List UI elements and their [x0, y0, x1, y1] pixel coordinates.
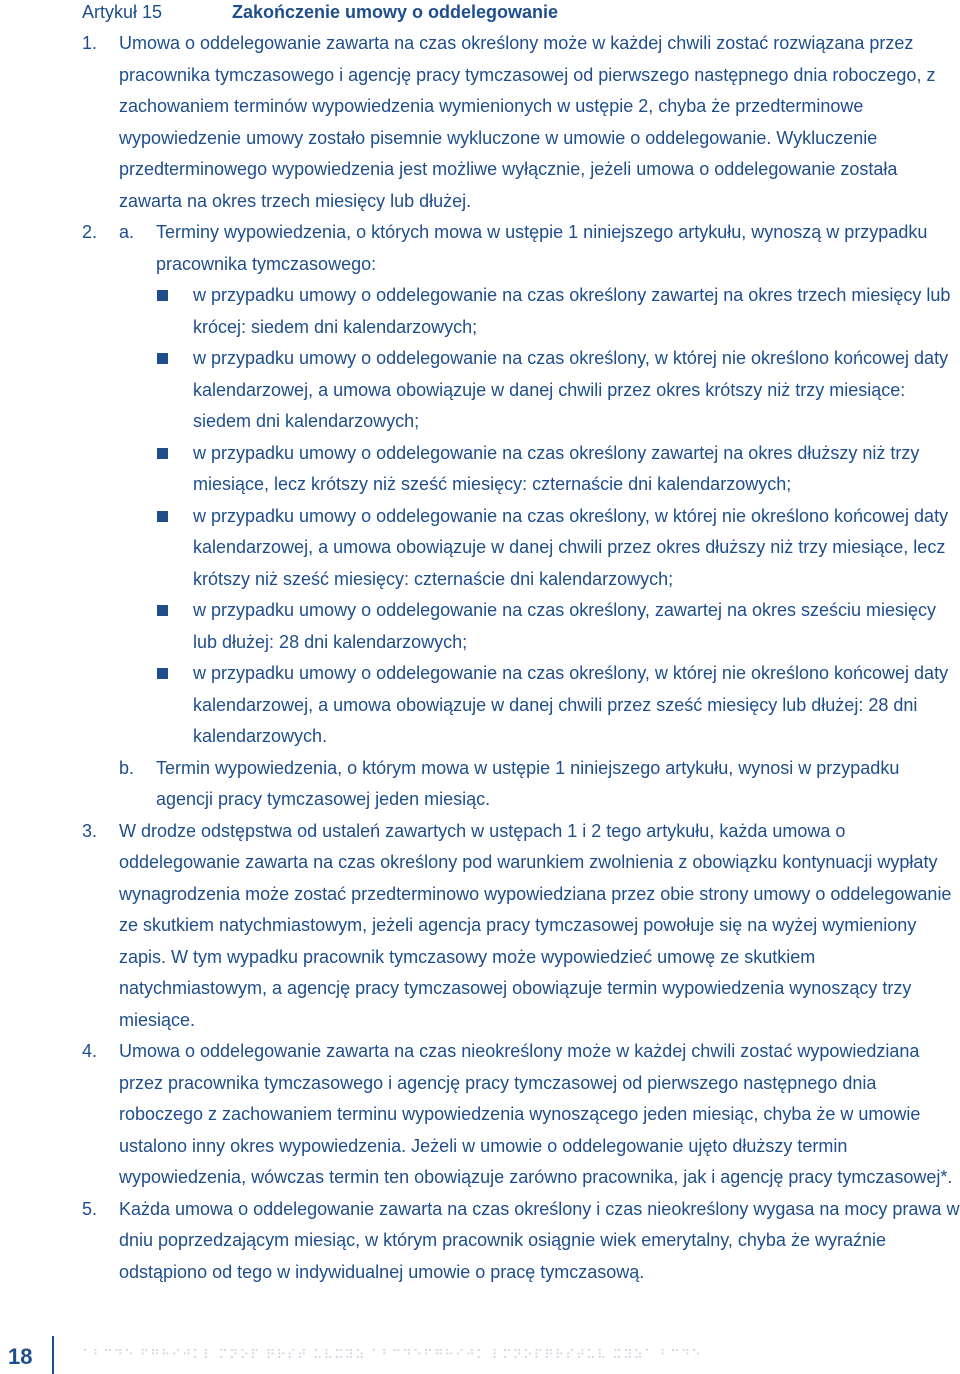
paragraph-text: Umowa o oddelegowanie zawarta na czas nieokreślony może w każdej chwili zostać wypowiedziana przez pracownika tymczasowego i agencję pracy tymczasowej od pierwszego następnego dnia roboczego z zachowaniem terminu wypowiedzenia wynoszącego jeden miesiąc, chyba że w umowie ustalono inny okres wypowiedzenia. Jeżeli w umowie o oddelegowanie ujęto dłuższy termin wypowiedzenia, wówczas termin ten obowiązuje zarówno pracownika, jak i agencję pracy tymczasowej*.: [119, 1041, 953, 1187]
list-item-text: w przypadku umowy o oddelegowanie na czas określony, zawartej na okres sześciu miesięcy lub dłużej: 28 dni kalendarzowych;: [193, 600, 937, 652]
braille-watermark: ⠁⠃⠉⠙⠑ ⠋⠛⠓⠊⠚⠅⠇ ⠍⠝⠕⠏ ⠟⠗⠎⠞ ⠥⠧⠭⠽⠵ ⠁⠃⠉⠙⠑⠋⠛⠓⠊⠚⠅ ⠇⠍⠝⠕⠏⠟⠗⠎⠞⠥⠧ ⠭⠽⠵⠁ ⠃⠉⠙⠑: [82, 1348, 702, 1363]
subparagraph-label: a.: [119, 222, 135, 242]
paragraph-3: [82, 816, 960, 1037]
square-bullet-icon: [157, 353, 168, 364]
subparagraph-text: Termin wypowiedzenia, o którym mowa w ustępie 1 niniejszego artykułu, wynosi w przypadku agencji pracy tymczasowej jeden miesiąc.: [156, 757, 900, 809]
list-item: [193, 343, 960, 438]
list-item: [193, 595, 960, 658]
square-bullet-icon: [157, 290, 168, 301]
paragraph-number: 5.: [82, 1198, 98, 1219]
article-header: [82, 0, 558, 29]
list-item-text: w przypadku umowy o oddelegowanie na czas określony zawartej na okres dłuższy niż trzy miesiące, lecz krótszy niż sześć miesięcy: czternaście dni kalendarzowych;: [193, 442, 920, 494]
list-item: [193, 501, 960, 596]
subparagraph-label: b.: [119, 757, 135, 778]
paragraph-number: 1.: [82, 33, 98, 53]
paragraph-4: [82, 1036, 960, 1194]
subparagraph-a: [119, 217, 960, 753]
article-body: [82, 28, 960, 1288]
paragraph-5: [82, 1194, 960, 1289]
paragraph-text: Umowa o oddelegowanie zawarta na czas określony może w każdej chwili zostać rozwiązana przez pracownika tymczasowego i agencję pracy tymczasowej od pierwszego następnego dnia roboczego, z zachowaniem terminów wypowiedzenia wymienionych w ustępie 2, chyba że przedterminowe wypowiedzenie umowy zostało pisemnie wykluczone w umowie o oddelegowanie. Wykluczenie przedterminowego wypowiedzenia jest możliwe wyłącznie, jeżeli umowa o oddelegowanie została zawarta na okres trzech miesięcy lub dłużej.: [119, 33, 936, 211]
list-item-text: w przypadku umowy o oddelegowanie na czas określony, w której nie określono końcowej daty kalendarzowej, a umowa obowiązuje w danej chwili przez okres dłuższy niż trzy miesiące, lecz krótszy niż sześć miesięcy: czternaście dni kalendarzowych;: [193, 505, 949, 589]
paragraph-number: 2.: [82, 222, 98, 242]
list-item: [193, 658, 960, 753]
subparagraph-b: [119, 753, 960, 816]
page-number: 18: [8, 1344, 33, 1369]
article-number: Artykuł 15: [82, 2, 163, 22]
paragraph-text: Każda umowa o oddelegowanie zawarta na czas określony i czas nieokreślony wygasa na mocy prawa w dniu poprzedzającym miesiąc, w którym pracownik osiągnie wiek emerytalny, chyba że wyraźnie odstąpiono od tego w indywidualnej umowie o pracę tymczasową.: [119, 1198, 960, 1282]
square-bullet-icon: [157, 605, 168, 616]
paragraph-2: [82, 217, 960, 816]
notice-period-list: [156, 280, 960, 753]
list-item-text: w przypadku umowy o oddelegowanie na czas określony, w której nie określono końcowej daty kalendarzowej, a umowa obowiązuje w danej chwili przez okres krótszy niż trzy miesiące: siedem dni kalendarzowych;: [193, 348, 949, 431]
square-bullet-icon: [157, 668, 168, 679]
paragraph-text: W drodze odstępstwa od ustaleń zawartych w ustępach 1 i 2 tego artykułu, każda umowa o oddelegowanie zawarta na czas określony pod warunkiem zwolnienia z obowiązku kontynuacji wypłaty wynagrodzenia może zostać przedterminowo wypowiedziana przez obie strony umowy o oddelegowanie ze skutkiem natychmiastowym, jeżeli agencja pracy tymczasowej powołuje się na wyżej wymieniony zapis. W tym wypadku pracownik tymczasowy może wypowiedzieć umowę ze skutkiem natychmiastowym, a agencję pracy tymczasowej obowiązuje termin wypowiedzenia wynoszący trzy miesiące.: [119, 820, 952, 1030]
page-footer: [0, 1336, 960, 1374]
footer-divider: [52, 1336, 54, 1374]
paragraph-number: 4.: [82, 1041, 98, 1061]
list-item: [193, 280, 960, 343]
square-bullet-icon: [157, 448, 168, 459]
list-item-text: w przypadku umowy o oddelegowanie na czas określony zawartej na okres trzech miesięcy lub krócej: siedem dni kalendarzowych;: [193, 285, 951, 337]
square-bullet-icon: [157, 511, 168, 522]
article-title: Zakończenie umowy o oddelegowanie: [232, 2, 559, 22]
subparagraph-intro: Terminy wypowiedzenia, o których mowa w ustępie 1 niniejszego artykułu, wynoszą w przypadku pracownika tymczasowego:: [156, 222, 928, 274]
paragraph-number: 3.: [82, 820, 98, 841]
paragraph-1: [82, 28, 960, 217]
list-item: [193, 438, 960, 501]
list-item-text: w przypadku umowy o oddelegowanie na czas określony, w której nie określono końcowej daty kalendarzowej, a umowa obowiązuje w danej chwili przez sześć miesięcy lub dłużej: 28 dni kalendarzowych.: [193, 663, 949, 746]
